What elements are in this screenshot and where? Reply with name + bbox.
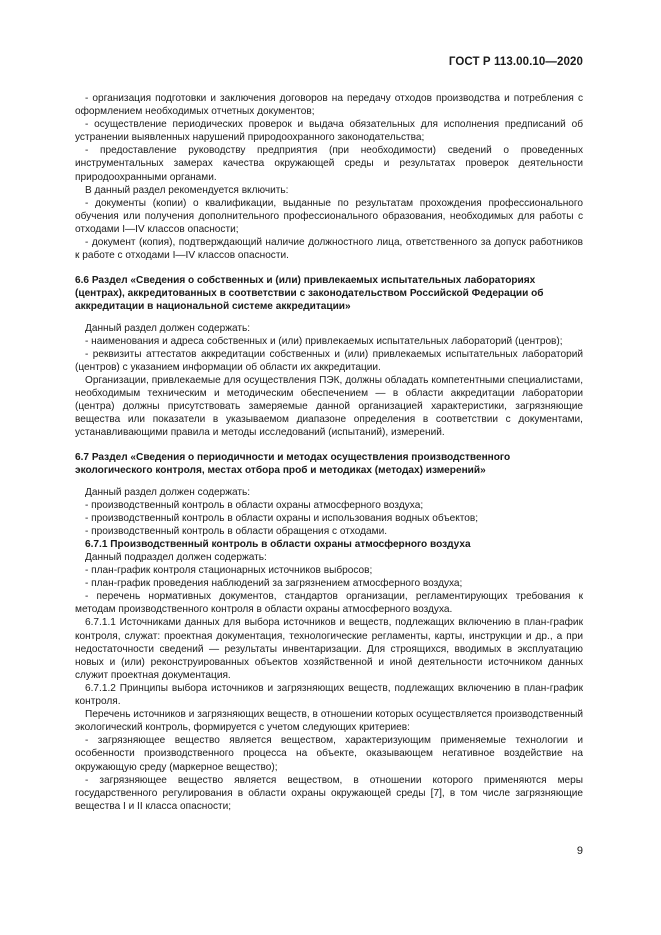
paragraph: - производственный контроль в области охраны и использования водных объектов;	[85, 512, 479, 524]
paragraph: - организация подготовки и заключения договоров на передачу отходов производства и потребления с оформлением необходимых отчетных документов;	[75, 93, 583, 118]
paragraph: - загрязняющее вещество является веществом, характеризующим применяемые технологии и особенности производственного процесса на объекте, оказывающем негативное воздействие на окружающую среду (маркерное вещество);	[75, 735, 583, 773]
document-id-header: ГОСТ Р 113.00.10—2020	[448, 56, 583, 68]
paragraph: - производственный контроль в области охраны атмосферного воздуха;	[85, 499, 424, 511]
section-heading-6-6: 6.6 Раздел «Сведения о собственных и (или) привлекаемых испытательных лабораториях (центрах), аккредитованных в соответствии с законодательством Российской Федерации об аккредитации в национальной системе аккредитации»	[75, 275, 544, 313]
paragraph: Данный раздел должен содержать:	[85, 486, 251, 498]
paragraph: - производственный контроль в области обращения с отходами.	[85, 525, 388, 537]
paragraph: Данный раздел должен содержать:	[85, 322, 251, 334]
paragraph: Перечень источников и загрязняющих веществ, в отношении которых осуществляется производственный экологический контроль, формируется с учетом следующих критериев:	[75, 709, 583, 734]
paragraph: Данный подраздел должен содержать:	[85, 552, 267, 563]
paragraph: - документы (копии) о квалификации, выданные по результатам прохождения профессионального обучения или получения дополнительного профессионального образования, необходимых для работы с отходами I—IV классов опасности;	[75, 197, 583, 235]
paragraph: 6.7.1.2 Принципы выбора источников и загрязняющих веществ, подлежащих включению в план-график контроля.	[75, 682, 583, 708]
paragraph: - загрязняющее вещество является веществом, в отношении которого применяются меры государственного регулирования в области охраны окружающей среды [7], в том числе загрязняющие вещества I и II класса опасности;	[75, 774, 583, 812]
paragraph: - план-график проведения наблюдений за загрязнением атмосферного воздуха;	[85, 578, 463, 590]
paragraph: - осуществление периодических проверок и выдача обязательных для исполнения предписаний об устранении выявленных нарушений природоохранного законодательства;	[75, 119, 583, 144]
paragraph: 6.7.1.1 Источниками данных для выбора источников и веществ, подлежащих включению в план-график контроля, служат: проектная документация, технологические регламенты, карты, инструкции и др., а при недостаточности сведений — результаты инвентаризации. Для строящихся, вводимых в эксплуатацию новых и (или) реконструированных объектов хозяйственной и иной деятельности источником данных служит проектная документация.	[75, 617, 583, 681]
paragraph: - предоставление руководству предприятия (при необходимости) сведений о проведенных инструментальных замерах качества окружающей среды и результатах проверок деятельности природоохранными органами.	[75, 145, 583, 183]
paragraph: Организации, привлекаемые для осуществления ПЭК, должны обладать компетентными специалистами, необходимым техническим и методическим обеспечением — в области аккредитации лаборатории (центра) должны присутствовать замеряемые данной организацией характеристики, загрязняющие вещества или показатели в указываемом диапазоне определения в соответствии с документами, устанавливающими правила и методы исследований (испытаний), измерений.	[75, 374, 583, 439]
paragraph: - реквизиты аттестатов аккредитации собственных и (или) привлекаемых испытательных лабораторий (центров) с указанием информации об области их аккредитации.	[75, 348, 583, 373]
section-heading-6-7: 6.7 Раздел «Сведения о периодичности и методах осуществления производственного экологического контроля, местах отбора проб и методиках (методах) измерений»	[75, 452, 511, 477]
page-number: 9	[576, 845, 583, 857]
paragraph: - наименования и адреса собственных и (или) привлекаемых испытательных лабораторий (центров);	[85, 335, 563, 347]
paragraph: - план-график контроля стационарных источников выбросов;	[85, 565, 373, 577]
document-body	[75, 92, 583, 813]
paragraph: В данный раздел рекомендуется включить:	[85, 184, 289, 196]
paragraph: - документ (копия), подтверждающий наличие должностного лица, ответственного за допуск работников к работе с отходами I—IV классов опасности.	[75, 237, 583, 262]
paragraph: - перечень нормативных документов, стандартов организации, регламентирующих требования к методам производственного контроля в области охраны атмосферного воздуха.	[75, 591, 583, 616]
subsection-heading-6-7-1: 6.7.1 Производственный контроль в области охраны атмосферного воздуха	[85, 538, 471, 550]
